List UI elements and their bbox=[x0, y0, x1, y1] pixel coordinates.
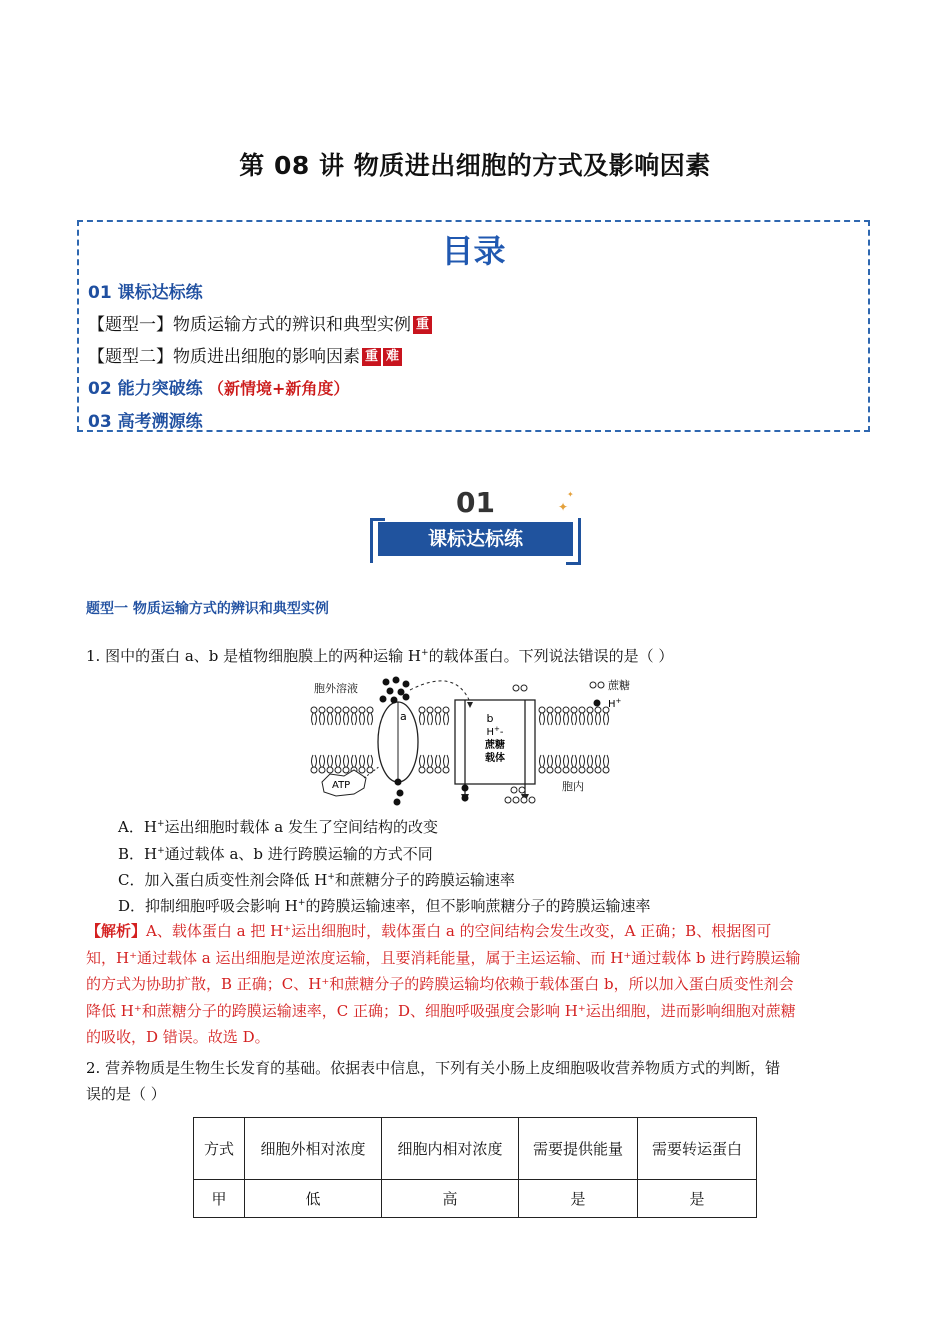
key-badge: 重 bbox=[362, 348, 381, 366]
svg-text:H+-: H+- bbox=[486, 725, 504, 738]
page-title: 第 08 讲 物质进出细胞的方式及影响因素 bbox=[239, 151, 711, 180]
toc-item-label: 【题型二】物质进出细胞的影响因素 bbox=[88, 347, 360, 367]
label-inside: 胞内 bbox=[562, 780, 584, 793]
section-title: 题型一 物质运输方式的辨识和典型实例 bbox=[86, 601, 329, 617]
question-2-stem: 2. 营养物质是生物生长发育的基础。依据表中信息，下列有关小肠上皮细胞吸收营养物质方式的判断，错 误的是（ ） bbox=[86, 1059, 781, 1103]
sparkle-icon: ✦ bbox=[558, 500, 569, 514]
table-header: 需要提供能量 bbox=[519, 1118, 638, 1180]
h-legend-icon bbox=[594, 700, 601, 707]
option-d[interactable]: D．抑制细胞呼吸会影响 H+的跨膜运输速率，但不影响蔗糖分子的跨膜运输速率 bbox=[118, 897, 651, 915]
question-1-stem: 1. 图中的蛋白 a、b 是植物细胞膜上的两种运输 H+的载体蛋白。下列说法错误的是（ ） bbox=[86, 647, 674, 665]
nutrient-transport-table bbox=[193, 1117, 757, 1218]
sucrose-outside bbox=[513, 682, 604, 691]
label-outside: 胞外溶液 bbox=[314, 682, 358, 695]
svg-text:H+: H+ bbox=[608, 697, 622, 710]
table-header: 细胞外相对浓度 bbox=[245, 1118, 382, 1180]
option-b[interactable]: B．H+通过载体 a、b 进行跨膜运输的方式不同 bbox=[118, 845, 433, 863]
question-1-analysis: 【解析】A、载体蛋白 a 把 H⁺运出细胞时，载体蛋白 a 的空间结构会发生改变，A 正确；B、根据图可 知，H⁺通过载体 a 运出细胞是逆浓度运输，且要消耗能量，属于主运运输、而 H⁺通过载体 b 进行跨膜运输 的方式为协助扩散，B 正确；C、H⁺和蔗糖分子的跨膜运输均依赖于载体蛋白 b，所以加入蛋白质变性剂会 降低 H⁺和蔗糖分子的跨膜运输速率，C 正确；D、细胞呼吸强度会影响 H⁺运出细胞，进而影响细胞对蔗糖 的吸收，D 错误。故选 D。 bbox=[86, 922, 801, 1046]
table-row: 甲 低 高 是 是 bbox=[194, 1180, 757, 1218]
toc-item-type2[interactable] bbox=[88, 342, 402, 367]
svg-text:载体: 载体 bbox=[485, 753, 505, 764]
table-header: 需要转运蛋白 bbox=[638, 1118, 757, 1180]
difficult-badge: 难 bbox=[383, 348, 402, 366]
section-banner bbox=[368, 486, 583, 566]
membrane-transport-diagram bbox=[310, 672, 650, 812]
option-a[interactable]: A．H+运出细胞时载体 a 发生了空间结构的改变 bbox=[118, 818, 438, 836]
svg-text:ATP: ATP bbox=[332, 780, 351, 791]
table-of-contents bbox=[77, 220, 870, 432]
svg-text:b: b bbox=[486, 712, 494, 725]
toc-item-extra: （新情境+新角度） bbox=[207, 379, 350, 398]
toc-item-01[interactable]: 01 课标达标练 bbox=[88, 283, 203, 303]
toc-item-type1[interactable] bbox=[88, 310, 432, 335]
table-header: 细胞内相对浓度 bbox=[382, 1118, 519, 1180]
svg-text:a: a bbox=[400, 710, 407, 723]
svg-text:蔗糖: 蔗糖 bbox=[608, 679, 630, 692]
option-c[interactable]: C．加入蛋白质变性剂会降低 H+和蔗糖分子的跨膜运输速率 bbox=[118, 871, 515, 889]
toc-item-label: 02 能力突破练 bbox=[88, 379, 203, 399]
svg-text:蔗糖: 蔗糖 bbox=[485, 740, 505, 751]
key-badge: 重 bbox=[413, 316, 432, 334]
banner-number: 01 bbox=[456, 486, 495, 519]
toc-heading: 目录 bbox=[441, 232, 506, 270]
toc-item-label: 【题型一】物质运输方式的辨识和典型实例 bbox=[88, 315, 411, 335]
h-ion-cluster bbox=[380, 677, 410, 704]
banner-label: 课标达标练 bbox=[378, 522, 573, 556]
sparkle-icon: ✦ bbox=[567, 490, 574, 499]
table-header: 方式 bbox=[194, 1118, 245, 1180]
toc-item-03[interactable]: 03 高考溯源练 bbox=[88, 412, 203, 432]
toc-item-02[interactable] bbox=[88, 374, 349, 399]
